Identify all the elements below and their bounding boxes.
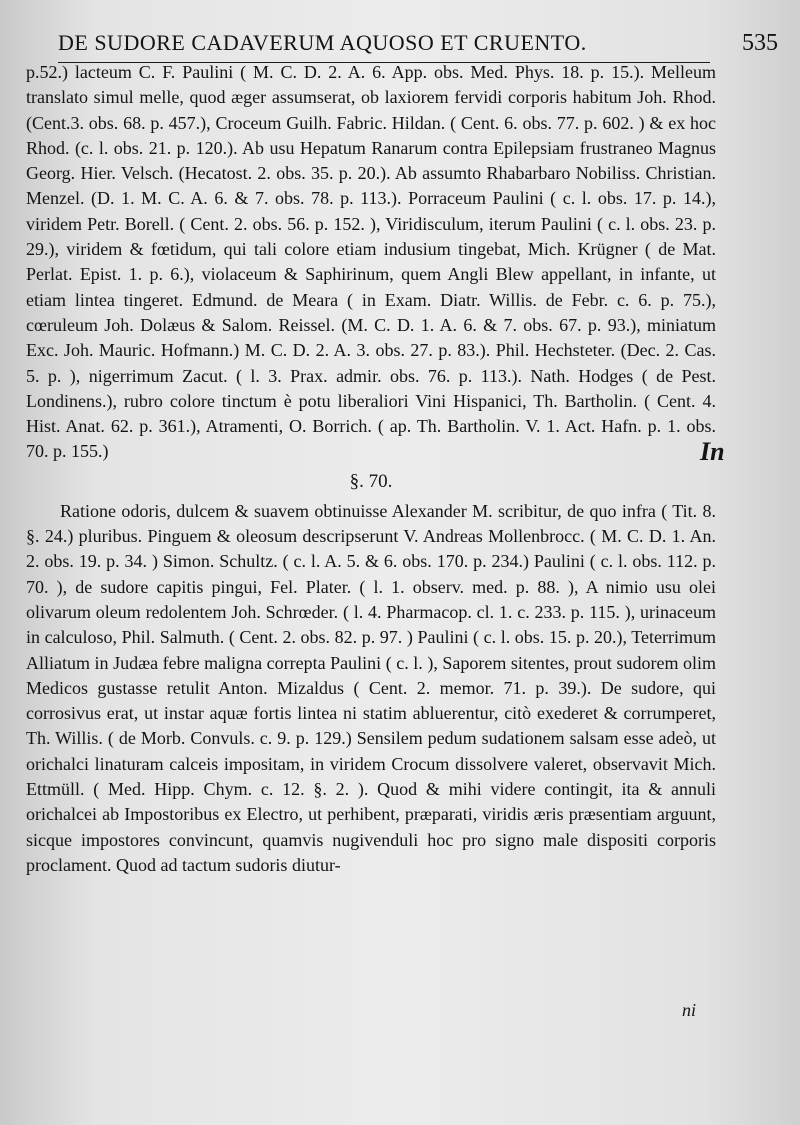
catchword: ni bbox=[681, 1000, 696, 1020]
handwritten-margin-note: In bbox=[700, 437, 725, 466]
page-number: 535 bbox=[742, 30, 778, 56]
paragraph-2: Ratione odoris, dulcem & suavem obtinuisse Alexander M. scribitur, de quo infra ( Tit. 8. §. 24.) pluribus. Pinguem & oleosum descripserunt V. Andreas Mollenbrocc. ( M. C. D. 1. An. 2. obs. 19. p. 34. ) Simon. Schultz. ( c. l. A. 5. & 6. obs. 170. p. 234.) Paulini ( c. l. obs. 112. p. 70. ), de sudore capitis pingui, Fel. Plater. ( l. 1. observ. med. p. 88. ), A nimio usu olei olivarum oleum redolentem Joh. Schrœder. ( l. 4. Pharmacop. cl. 1. c. 233. p. 115. ), urinaceum in calculoso, Phil. Salmuth. ( Cent. 2. obs. 82. p. 97. ) Paulini ( c. l. obs. 15. p. 20.), Teterrimum Alliatum in Judæa febre maligna correpta Paulini ( c. l. ), Saporem sitentes, prout sudorem olim Medicos gustasse retulit Anton. Mizaldus ( Cent. 2. memor. 71. p. 39.). De sudore, qui corrosivus erat, ut instar aquæ fortis lintea ni statim abluerentur, citò exederet & corrumperet, Th. Willis. ( de Morb. Convuls. c. 9. p. 129.) Sensilem pedum sudationem salsam esse adeò, ut orichalci linaturam calceis impositam, in viridem Crocum dissolvere valeret, observavit Mich. Ettmüll. ( Med. Hipp. Chym. c. 12. §. 2. ). Quod & mihi videre contingit, ita & annuli orichalcei ab Impostoribus ex Electro, ut perhibent, præparati, viridis æris præsentiam arguunt, sicque impostores convincunt, quamvis nugivenduli hoc pro signo male dispositi corporis proclament. Quod ad tactum sudoris diutur- bbox=[26, 500, 716, 875]
page-body bbox=[26, 60, 716, 878]
paragraph-1: p.52.) lacteum C. F. Paulini ( M. C. D. 2. A. 6. App. obs. Med. Phys. 18. p. 15.). Melleum translato simul melle, quod æger assumserat, ob laxiorem fervidi corporis habitum Joh. Rhod. (Cent.3. obs. 68. p. 457.), Croceum Guilh. Fabric. Hildan. ( Cent. 6. obs. 77. p. 602. ) & ex hoc Rhod. (c. l. obs. 21. p. 120.). Ab usu Hepatum Ranarum contra Epilepsiam frustraneo Magnus Georg. Hier. Velsch. (Hecatost. 2. obs. 35. p. 20.). Ab assumto Rhabarbaro Nobiliss. Christian. Menzel. (D. 1. M. C. A. 6. & 7. obs. 78. p. 113.). Porraceum Paulini ( c. l. obs. 17. p. 14.), viridem Petr. Borell. ( Cent. 2. obs. 56. p. 152. ), Viridisculum, iterum Paulini ( c. l. obs. 23. p. 29.), viridem & fœtidum, qui tali colore etiam indusium tingebat, Mich. Krügner ( de Mat. Perlat. Epist. 1. p. 6.), violaceum & Saphirinum, quem Angli Blew appellant, in infante, ut etiam lintea tingeret. Edmund. de Meara ( in Exam. Diatr. Willis. de Febr. c. 6. p. 75.), cœruleum Joh. Dolæus & Salom. Reissel. (M. C. D. 1. A. 6. & 7. obs. 67. p. 93.), miniatum Exc. Joh. Mauric. Hofmann.) M. C. D. 2. A. 3. obs. 27. p. 83.). Phil. Hechsteter. (Dec. 2. Cas. 5. p. ), nigerrimum Zacut. ( l. 3. Prax. admir. obs. 76. p. 113.). Nath. Hodges ( de Pest. Londinens.), rubro colore tinctum è potu liberaliori Vini Hispanici, Th. Bartholin. ( Cent. 4. Hist. Anat. 62. p. 361.), Atramenti, O. Borrich. ( ap. Th. Bartholin. V. 1. Act. Hafn. p. 1. obs. 70. p. 155.) bbox=[26, 62, 716, 462]
section-mark: §. 70. bbox=[349, 470, 393, 492]
running-head: DE SUDORE CADAVERUM AQUOSO ET CRUENTO. bbox=[58, 30, 587, 55]
